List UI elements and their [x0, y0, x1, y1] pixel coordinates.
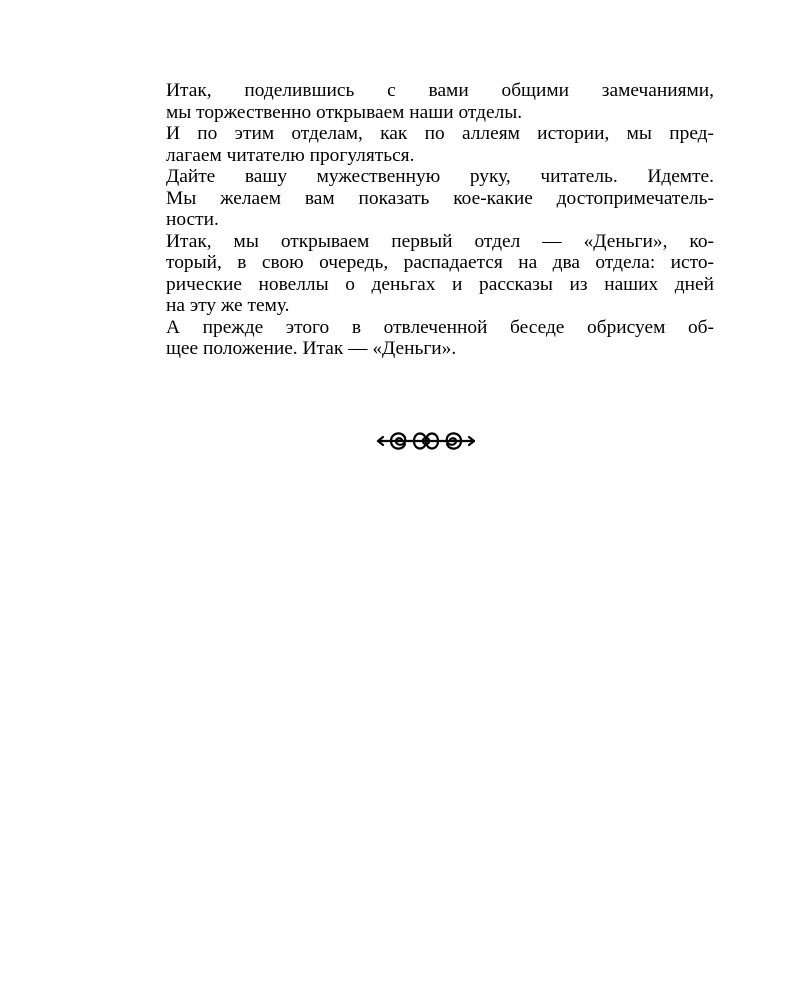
text-line: ности.	[166, 209, 219, 230]
flourish-divider-icon	[374, 423, 478, 459]
text-line: Итак, поделившись с вами общими замечаниями,	[166, 80, 714, 101]
text-line: лагаем читателю прогуляться.	[166, 144, 415, 166]
text-line: на эту же тему.	[166, 295, 290, 316]
text-line: щее положение. Итак — «Деньги».	[166, 338, 457, 359]
paragraph-2	[128, 123, 714, 166]
paragraph-3	[128, 166, 714, 231]
text-line: И по этим отделам, как по аллеям истории, мы пред-	[166, 123, 714, 144]
paragraph-4	[128, 231, 714, 317]
text-line: Дайте вашу мужественную руку, читатель. Идемте.	[166, 166, 714, 187]
text-line: рические новеллы о деньгах и рассказы из наших дней	[166, 273, 714, 295]
text-line: мы торжественно открываем наши отделы.	[166, 101, 523, 123]
page-body	[128, 80, 714, 360]
paragraph-5	[128, 317, 714, 360]
text-line: А прежде этого в отвлеченной беседе обрисуем об-	[166, 316, 714, 338]
paragraph-1	[128, 80, 714, 123]
text-line: Мы желаем вам показать кое-какие достопримечатель-	[166, 187, 714, 209]
text-line: торый, в свою очередь, распадается на два отдела: исто-	[166, 252, 714, 273]
text-block	[128, 80, 714, 360]
text-line: Итак, мы открываем первый отдел — «Деньги», ко-	[166, 230, 714, 252]
